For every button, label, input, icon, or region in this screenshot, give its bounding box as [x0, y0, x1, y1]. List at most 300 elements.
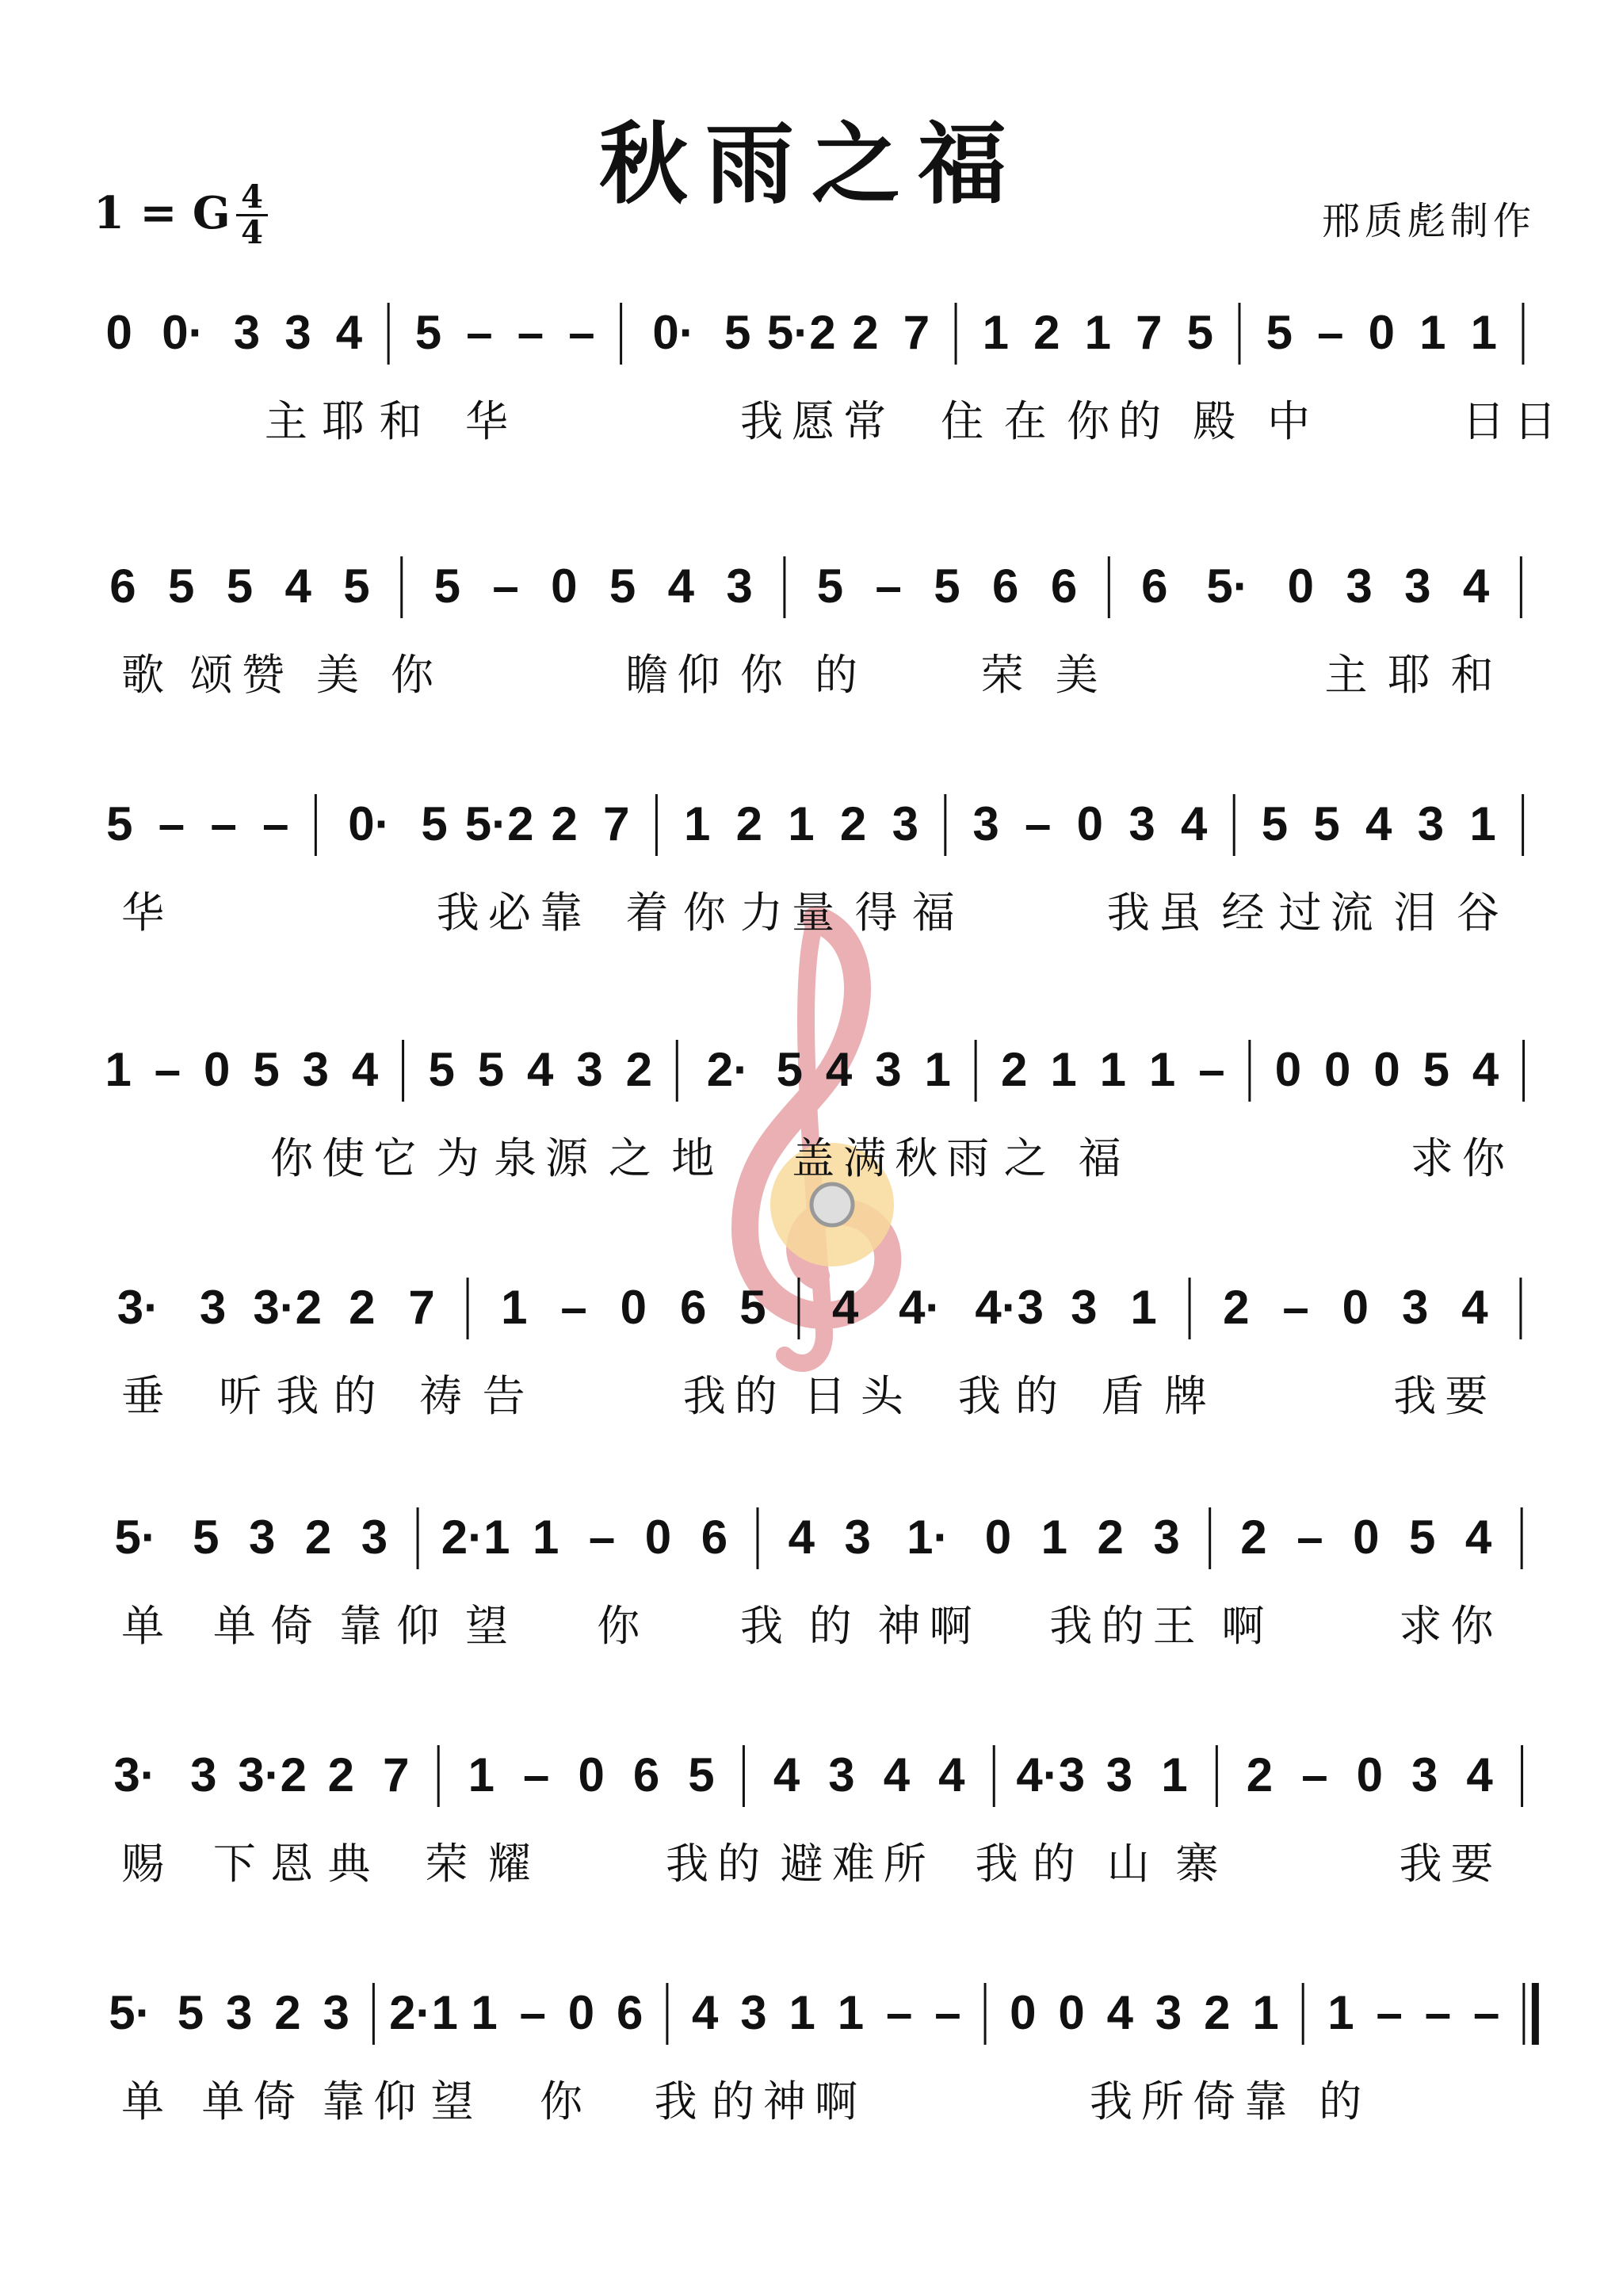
lyric-char: 日	[1462, 396, 1506, 446]
lyric-char: 靠	[338, 1601, 382, 1651]
note: 1	[533, 1511, 559, 1564]
note: 5	[193, 1511, 220, 1564]
note: 4	[691, 1986, 719, 2039]
lyric-char: 华	[121, 888, 165, 938]
time-signature-bottom: 4	[241, 214, 263, 251]
note: 0	[1368, 306, 1395, 359]
lyric-char: 泪	[1393, 888, 1437, 938]
note: 2	[1001, 1043, 1028, 1096]
lyric-char: 秋	[895, 1133, 938, 1183]
note: 3	[828, 1748, 855, 1801]
note: 4	[825, 1043, 853, 1096]
note: –	[560, 1281, 587, 1334]
lyric-char: 福	[911, 888, 955, 938]
lyric-char: 使	[322, 1133, 365, 1183]
note: 3	[199, 1281, 227, 1334]
lyric-char: 源	[545, 1133, 589, 1183]
lyric-char: 避	[780, 1839, 823, 1889]
note: 4·3	[975, 1281, 1044, 1334]
note: 6	[679, 1281, 707, 1334]
lyric-char: 福	[1078, 1133, 1121, 1183]
lyric-char: 靠	[539, 888, 582, 938]
note: –	[519, 1986, 546, 2039]
lyric-char: 我	[682, 1371, 726, 1421]
note: 6	[701, 1511, 728, 1564]
note: 3	[1346, 560, 1373, 613]
note: –	[1301, 1748, 1328, 1801]
note: 4·	[899, 1281, 941, 1334]
lyric-char: 典	[327, 1839, 371, 1889]
lyric-char: 要	[1445, 1371, 1488, 1421]
note: 5	[1408, 1511, 1436, 1564]
lyric-char: 我	[1049, 1601, 1093, 1651]
note: 4	[1365, 797, 1392, 850]
note: 0	[644, 1511, 672, 1564]
note: 1	[1252, 1986, 1279, 2039]
note: 7	[408, 1281, 435, 1334]
lyric-char: 耶	[1388, 650, 1431, 700]
note: 0	[1058, 1986, 1085, 2039]
lyric-char: 经	[1221, 888, 1265, 938]
note: 5·	[1206, 560, 1249, 613]
lyric-char: 祷	[419, 1371, 463, 1421]
lyric-char: 和	[1450, 650, 1494, 700]
note: 0·	[348, 797, 391, 850]
lyric-char: 雨	[946, 1133, 990, 1183]
note: 1	[683, 797, 711, 850]
lyric-char: 我	[436, 888, 479, 938]
lyric-char: 你	[270, 1133, 314, 1183]
note: 5	[414, 306, 442, 359]
note: –	[210, 797, 237, 850]
lyric-char: 的	[1319, 2076, 1362, 2126]
lyric-char: 中	[1267, 396, 1311, 446]
lyric-char: 的	[1118, 396, 1162, 446]
note: 1	[1148, 1043, 1176, 1096]
lyric-char: 和	[379, 396, 422, 446]
note: 0	[1373, 1043, 1400, 1096]
note: –	[1296, 1511, 1323, 1564]
lyric-char: 望	[430, 2076, 474, 2126]
lyric-char: 你	[1450, 1601, 1494, 1651]
note: –	[523, 1748, 550, 1801]
note: 4	[1465, 1511, 1492, 1564]
note: 0	[551, 560, 578, 613]
lyric-char: 头	[860, 1371, 903, 1421]
note: 7	[1136, 306, 1163, 359]
note: 3	[1401, 1281, 1429, 1334]
note: 5	[1186, 306, 1214, 359]
note: 5	[343, 560, 370, 613]
lyric-char: 之	[1003, 1133, 1047, 1183]
note: 6	[1050, 560, 1078, 613]
note: 1	[1050, 1043, 1077, 1096]
lyric-char: 牌	[1164, 1371, 1208, 1421]
note: 0	[1274, 1043, 1302, 1096]
note: 3·	[116, 1281, 160, 1334]
note: 1·	[907, 1511, 949, 1564]
lyric-char: 垂	[121, 1371, 165, 1421]
lyric-char: 的	[1101, 1601, 1144, 1651]
lyric-char: 日	[1514, 396, 1557, 446]
note: 0	[1287, 560, 1314, 613]
note: 5	[724, 306, 751, 359]
note: –	[154, 1043, 181, 1096]
lyric-char: 你	[682, 888, 726, 938]
note: 2	[304, 1511, 332, 1564]
lyric-char: 恩	[270, 1839, 314, 1889]
note: 1	[1161, 1748, 1188, 1801]
note: 5	[934, 560, 960, 613]
note: 0·	[652, 306, 695, 359]
note: 1	[1041, 1511, 1067, 1564]
lyric-char: 仰	[396, 1601, 440, 1651]
lyric-char: 你	[740, 650, 784, 700]
note: 4	[1472, 1043, 1499, 1096]
note: 2·	[706, 1043, 750, 1096]
note: 4	[667, 560, 695, 613]
note: 3	[740, 1986, 767, 2039]
note: 5·	[109, 1986, 151, 2039]
note: 2	[852, 306, 879, 359]
lyric-char: 单	[121, 1601, 165, 1651]
lyric-char: 过	[1278, 888, 1322, 938]
note: 0	[204, 1043, 231, 1096]
note: 0	[567, 1986, 595, 2039]
note: 2	[1223, 1281, 1250, 1334]
lyric-char: 神	[877, 1601, 921, 1651]
note: 5·	[114, 1511, 157, 1564]
note: 0	[105, 306, 132, 359]
note: 6	[632, 1748, 660, 1801]
note: 4	[1466, 1748, 1493, 1801]
note: 1	[982, 306, 1010, 359]
note: 0	[1342, 1281, 1369, 1334]
note: 5	[816, 560, 844, 613]
note: 1	[1099, 1043, 1126, 1096]
lyric-char: 你	[1462, 1133, 1506, 1183]
lyric-char: 常	[843, 396, 887, 446]
note: 3	[1155, 1986, 1182, 2039]
note: 3	[361, 1511, 388, 1564]
note: 0	[1356, 1748, 1383, 1801]
lyric-char: 得	[854, 888, 898, 938]
lyric-char: 啊	[815, 2076, 857, 2126]
lyric-char: 赞	[241, 650, 285, 700]
lyric-char: 荣	[425, 1839, 468, 1889]
note: 3	[1417, 797, 1445, 850]
note: 3·2	[253, 1281, 323, 1334]
lyric-char: 靠	[322, 2076, 365, 2126]
note: 1	[1469, 797, 1496, 850]
lyric-char: 赐	[121, 1839, 165, 1889]
note: 3	[875, 1043, 902, 1096]
note: 5	[177, 1986, 204, 2039]
note: –	[934, 1986, 961, 2039]
lyric-char: 所	[1141, 2076, 1185, 2126]
note: 3	[1404, 560, 1431, 613]
note: 0	[984, 1511, 1012, 1564]
lyric-char: 神	[762, 2076, 806, 2126]
lyric-char: 力	[740, 888, 784, 938]
lyric-char: 我	[1106, 888, 1150, 938]
lyric-char: 我	[1090, 2076, 1133, 2126]
lyric-char: 量	[792, 888, 835, 938]
note: 1	[1130, 1281, 1157, 1334]
lyric-char: 必	[487, 888, 531, 938]
note: –	[1024, 797, 1052, 850]
lyric-char: 单	[201, 2076, 245, 2126]
lyric-char: 盖	[792, 1133, 835, 1183]
note: 5	[688, 1748, 715, 1801]
note: 3	[190, 1748, 217, 1801]
note: –	[1317, 306, 1344, 359]
lyric-char: 的	[1032, 1839, 1075, 1889]
lyric-char: 荣	[980, 650, 1024, 700]
lyric-char: 瞻	[625, 650, 669, 700]
note: 0	[1076, 797, 1104, 850]
note: 7	[383, 1748, 410, 1801]
lyric-char: 要	[1450, 1839, 1494, 1889]
note: 3	[1153, 1511, 1180, 1564]
lyric-char: 听	[219, 1371, 262, 1421]
note: 7	[903, 306, 930, 359]
lyric-char: 我	[740, 396, 784, 446]
note: 3	[892, 797, 918, 850]
lyric-char: 虽	[1158, 888, 1201, 938]
note: –	[568, 306, 595, 359]
note: 5·2	[766, 306, 836, 359]
note: 5	[253, 1043, 280, 1096]
time-signature-top: 4	[241, 178, 263, 216]
note: 5	[1266, 306, 1293, 359]
note: 4	[1462, 560, 1490, 613]
note: –	[158, 797, 185, 850]
note: 5	[477, 1043, 505, 1096]
lyric-char: 我	[975, 1839, 1018, 1889]
note: 5	[106, 797, 133, 850]
note: 3·	[113, 1748, 156, 1801]
note: 2	[551, 797, 578, 850]
note: 4	[788, 1511, 815, 1564]
lyric-char: 告	[482, 1371, 525, 1421]
lyric-char: 谷	[1456, 888, 1499, 938]
lyric-char: 美	[1055, 650, 1098, 700]
note: 1	[1327, 1986, 1354, 2039]
final-bar-line	[1532, 1983, 1539, 2045]
note: 6	[109, 560, 136, 613]
note: –	[1424, 1986, 1452, 2039]
note: 3	[285, 306, 311, 359]
lyric-char: 满	[843, 1133, 887, 1183]
lyric-char: 歌	[121, 650, 165, 700]
lyric-char: 盾	[1101, 1371, 1144, 1421]
lyric-char: 我	[666, 1839, 709, 1889]
note: 0	[578, 1748, 605, 1801]
note: 1	[105, 1043, 132, 1096]
note: 3	[233, 306, 261, 359]
note: 2	[625, 1043, 652, 1096]
key-signature: 1 = G	[94, 187, 231, 239]
note: 1	[1470, 306, 1497, 359]
lyric-char: 泉	[494, 1133, 537, 1183]
note: 3	[323, 1986, 349, 2039]
note: 5	[1261, 797, 1289, 850]
note: 4	[351, 1043, 379, 1096]
note: 3	[302, 1043, 329, 1096]
note: 6	[1141, 560, 1168, 613]
lyric-char: 求	[1410, 1133, 1453, 1183]
note: –	[1376, 1986, 1403, 2039]
lyric-char: 仰	[373, 2076, 417, 2126]
note: 2	[327, 1748, 355, 1801]
note: 2	[349, 1281, 376, 1334]
lyric-char: 望	[464, 1601, 508, 1651]
note: 1	[924, 1043, 951, 1096]
lyric-char: 地	[671, 1133, 715, 1183]
note: 4	[335, 306, 363, 359]
note: 1	[788, 797, 815, 850]
lyric-char: 单	[212, 1601, 256, 1651]
note: 2	[735, 797, 762, 850]
lyric-char: 你	[1067, 396, 1110, 446]
note: 2	[1240, 1511, 1267, 1564]
lyric-char: 之	[608, 1133, 651, 1183]
note: –	[1282, 1281, 1309, 1334]
lyric-char: 流	[1330, 888, 1373, 938]
note: 0	[1010, 1986, 1037, 2039]
note: –	[466, 306, 493, 359]
lyric-char: 下	[212, 1839, 256, 1889]
lyric-char: 我	[1393, 1371, 1437, 1421]
note: 2·1	[441, 1511, 510, 1564]
lyric-char: 难	[831, 1839, 875, 1889]
lyric-char: 殿	[1193, 396, 1236, 446]
note: 1	[471, 1986, 498, 2039]
lyric-char: 住	[941, 396, 984, 446]
note: 3	[1106, 1748, 1133, 1801]
note: 6	[992, 560, 1019, 613]
note: –	[1473, 1986, 1500, 2039]
note: 3	[726, 560, 753, 613]
note: 1	[1084, 306, 1112, 359]
lyric-char: 日	[803, 1371, 846, 1421]
note: 4	[831, 1281, 859, 1334]
lyric-char: 的	[815, 650, 857, 700]
note: 0	[1353, 1511, 1380, 1564]
song-title: 秋雨之福	[599, 113, 1024, 216]
note: 4·3	[1016, 1748, 1086, 1801]
lyric-char: 单	[121, 2076, 165, 2126]
note: 4	[938, 1748, 965, 1801]
lyric-char: 美	[315, 650, 359, 700]
lyric-char: 倚	[270, 1601, 314, 1651]
lyric-char: 倚	[253, 2076, 296, 2126]
note: 5	[1313, 797, 1340, 850]
note: –	[492, 560, 519, 613]
note: 2	[1097, 1511, 1124, 1564]
note: 4	[1180, 797, 1208, 850]
lyric-char: 愿	[792, 396, 835, 446]
lyric-char: 我	[740, 1601, 784, 1651]
note: 3	[972, 797, 999, 850]
lyric-char: 仰	[677, 650, 720, 700]
note: –	[1198, 1043, 1225, 1096]
lyric-char: 华	[464, 396, 508, 446]
note: –	[885, 1986, 913, 2039]
lyric-char: 我	[654, 2076, 697, 2126]
lyric-char: 我	[1399, 1839, 1442, 1889]
lyric-char: 的	[711, 2076, 754, 2126]
note: 0	[620, 1281, 647, 1334]
note: 3	[1411, 1748, 1438, 1801]
note: 5	[421, 797, 448, 850]
lyric-char: 啊	[929, 1601, 972, 1651]
lyric-char: 它	[373, 1133, 417, 1183]
lyric-char: 山	[1106, 1839, 1150, 1889]
lyric-char: 王	[1152, 1601, 1196, 1651]
lyric-char: 寨	[1175, 1839, 1219, 1889]
lyric-char: 倚	[1193, 2076, 1236, 2126]
lyric-char: 你	[597, 1601, 640, 1651]
note: 3	[248, 1511, 276, 1564]
note: 4	[527, 1043, 554, 1096]
lyric-char: 为	[436, 1133, 479, 1183]
note: 4	[1106, 1986, 1133, 2039]
note: 1	[837, 1986, 865, 2039]
lyric-char: 靠	[1244, 2076, 1288, 2126]
note: 0·	[162, 306, 204, 359]
lyric-char: 我	[276, 1371, 319, 1421]
lyric-char: 你	[390, 650, 433, 700]
note: 5	[433, 560, 460, 613]
lyric-char: 的	[808, 1601, 852, 1651]
note: 4	[1461, 1281, 1488, 1334]
lyric-char: 耀	[487, 1839, 531, 1889]
lyric-char: 耶	[322, 396, 365, 446]
note: 3	[226, 1986, 253, 2039]
note: 3	[1071, 1281, 1098, 1334]
note: 4	[773, 1748, 800, 1801]
note: 0	[1324, 1043, 1351, 1096]
note: 3	[1128, 797, 1155, 850]
lyric-char: 着	[625, 888, 669, 938]
lyric-char: 颂	[189, 650, 233, 700]
note: –	[875, 560, 902, 613]
note: 1	[468, 1748, 495, 1801]
note: 3	[844, 1511, 871, 1564]
note: 2	[1204, 1986, 1231, 2039]
note: 5	[609, 560, 636, 613]
lyric-char: 求	[1399, 1601, 1442, 1651]
note: 2	[1033, 306, 1060, 359]
note: 2·1	[389, 1986, 458, 2039]
lyric-char: 你	[539, 2076, 582, 2126]
lyric-char: 的	[717, 1839, 761, 1889]
lyric-char: 主	[264, 396, 307, 446]
note: 5	[776, 1043, 803, 1096]
note: 2	[274, 1986, 301, 2039]
note: 2	[839, 797, 867, 850]
note: 1	[501, 1281, 528, 1334]
note: 5	[226, 560, 254, 613]
note: –	[517, 306, 544, 359]
note: 5	[428, 1043, 455, 1096]
note: 2	[1246, 1748, 1274, 1801]
note: 5	[739, 1281, 766, 1334]
note: 5	[1423, 1043, 1449, 1096]
note: 3·2	[238, 1748, 307, 1801]
